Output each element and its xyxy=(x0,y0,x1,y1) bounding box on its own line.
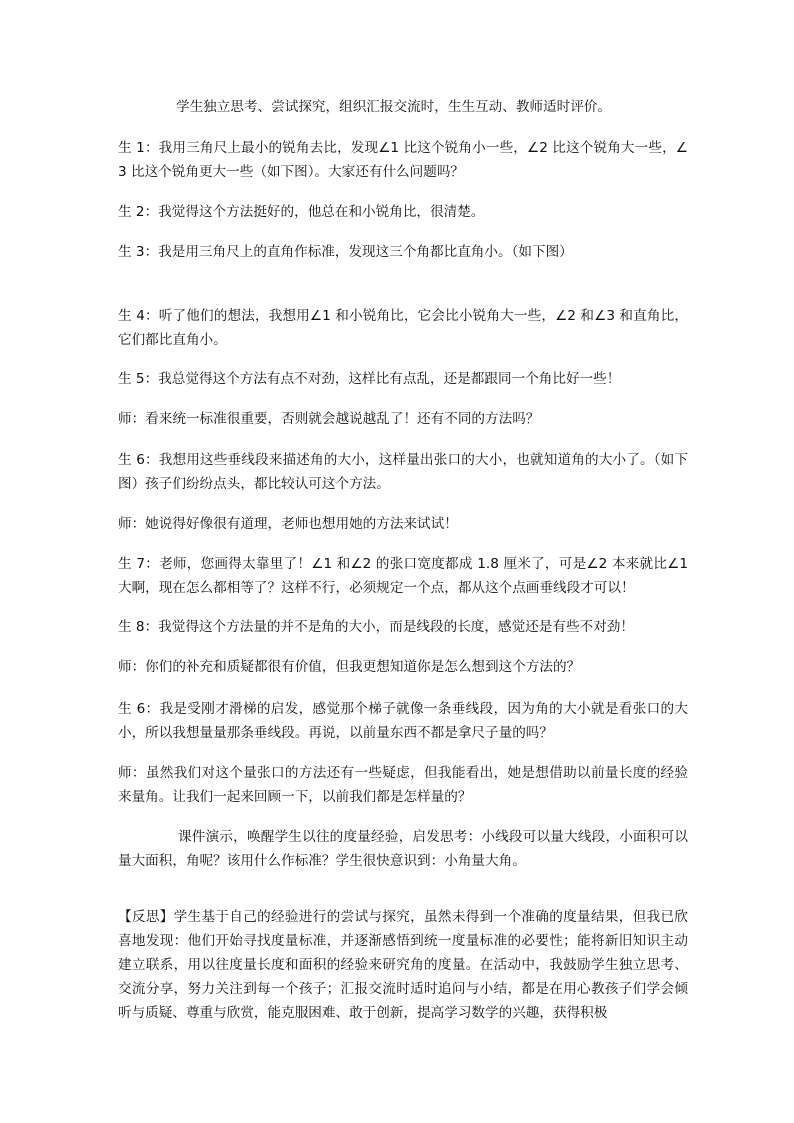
student-3-paragraph: 生 3：我是用三角尺上的直角作标准，发现这三个角都比直角小。（如下图） xyxy=(118,244,573,260)
teacher-paragraph-4: 师：虽然我们对这个量张口的方法还有一些疑虑，但我能看出，她是想借助以前量长度的经验来量角。让我们一起来回顾一下，以前我们都是怎样量的？ xyxy=(118,765,688,805)
student-5-paragraph: 生 5：我总觉得这个方法有点不对劲，这样比有点乱，还是都跟同一个角比好一些！ xyxy=(118,371,621,387)
student-2-paragraph: 生 2：我觉得这个方法挺好的，他总在和小锐角比，很清楚。 xyxy=(118,204,485,220)
student-8-paragraph: 生 8：我觉得这个方法量的并不是角的大小，而是线段的长度，感觉还是有些不对劲！ xyxy=(118,619,634,635)
student-6-paragraph: 生 6：我想用这些垂线段来描述角的大小，这样量出张口的大小，也就知道角的大小了。（如下图）孩子们纷纷点头，都比较认可这个方法。 xyxy=(118,452,688,492)
student-1-paragraph: 生 1：我用三角尺上最小的锐角去比，发现∠1 比这个锐角小一些，∠2 比这个锐角大一些，∠3 比这个锐角更大一些（如下图）。大家还有什么问题吗？ xyxy=(118,140,688,180)
intro-paragraph: 学生独立思考、尝试探究，组织汇报交流时，生生互动、教师适时评价。 xyxy=(176,99,611,115)
student-6-followup-paragraph: 生 6：我是受刚才滑梯的启发，感觉那个梯子就像一条垂线段，因为角的大小就是看张口的大小，所以我想量量那条垂线段。再说，以前量东西不都是拿尺子量的吗？ xyxy=(118,701,688,741)
teacher-paragraph-3: 师：你们的补充和质疑都很有价值，但我更想知道你是怎么想到这个方法的？ xyxy=(118,659,581,675)
courseware-paragraph: 课件演示，唤醒学生以往的度量经验，启发思考：小线段可以量大线段，小面积可以量大面积，角呢？该用什么作标准？学生很快意识到：小角量大角。 xyxy=(118,829,688,869)
student-7-paragraph: 生 7：老师，您画得太靠里了！∠1 和∠2 的张口宽度都成 1.8 厘米了，可是∠2 本来就比∠1 大啊，现在怎么都相等了？这样不行，必须规定一个点，都从这个点画垂线段才可以！ xyxy=(118,556,688,596)
teacher-paragraph-1: 师：看来统一标准很重要，否则就会越说越乱了！还有不同的方法吗？ xyxy=(118,411,540,427)
student-4-paragraph: 生 4：听了他们的想法，我想用∠1 和小锐角比，它会比小锐角大一些，∠2 和∠3 和直角比，它们都比直角小。 xyxy=(118,308,688,348)
teacher-paragraph-2: 师：她说得好像很有道理，老师也想用她的方法来试试！ xyxy=(118,516,458,532)
reflection-paragraph: 【反思】学生基于自己的经验进行的尝试与探究，虽然未得到一个准确的度量结果，但我已欣喜地发现：他们开始寻找度量标准，并逐渐感悟到统一度量标准的必要性；能将新旧知识主动建立联系，用以往度量长度和面积的经验来研究角的度量。在活动中，我鼓励学生独立思考、交流分享，努力关注到每一个孩子；汇报交流时适时追问与小结，都是在用心教孩子们学会倾听与质疑、尊重与欣赏，能克服困难、敢于创新，提高学习数学的兴趣，获得积极 xyxy=(118,909,688,1021)
